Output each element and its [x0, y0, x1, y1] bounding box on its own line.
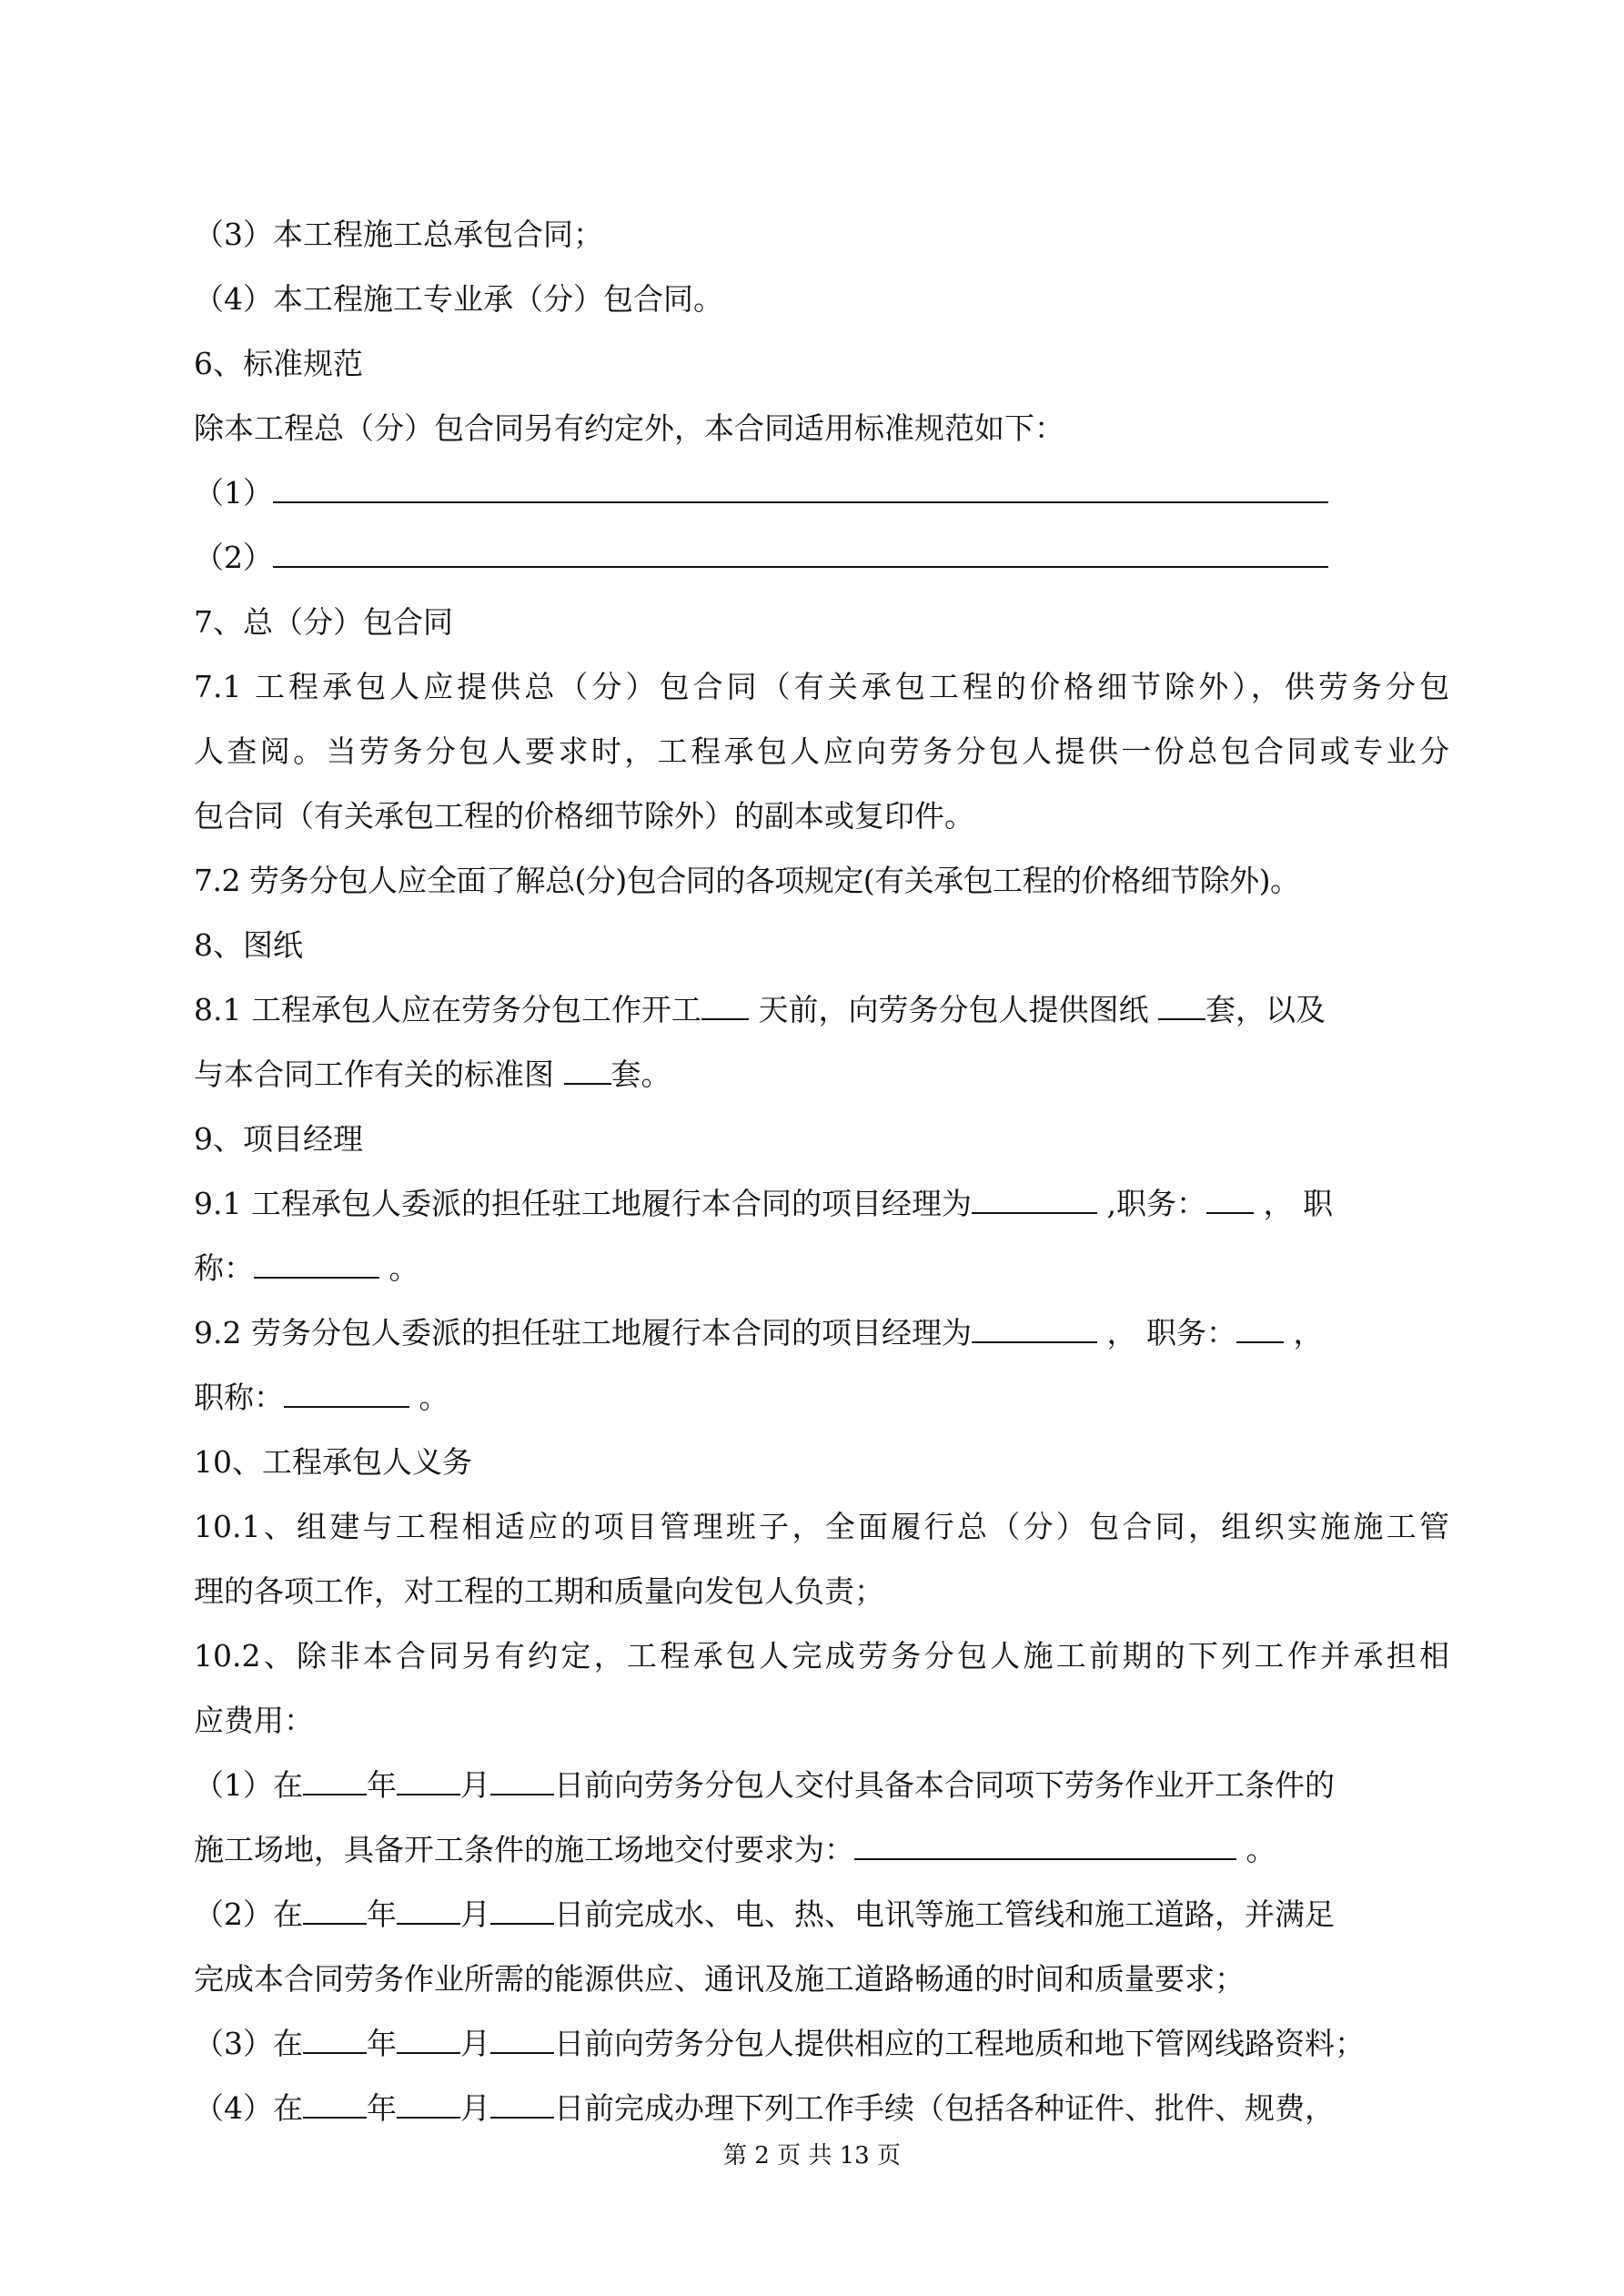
item-prefix: （1）: [194, 475, 273, 511]
text-segment: 。: [379, 1250, 419, 1286]
text-line: 应费用：: [194, 1703, 314, 1738]
text-line: [194, 2076, 1449, 2140]
blank-field[interactable]: [972, 1181, 1097, 1214]
text-segment: 年: [367, 1896, 397, 1932]
text-segment: 月: [460, 2090, 490, 2126]
blank-field[interactable]: [303, 1763, 367, 1795]
text-segment: 9.1 工程承包人委派的担任驻工地履行本合同的项目经理为: [194, 1186, 972, 1221]
blank-field[interactable]: [490, 2086, 554, 2119]
text-segment: （2）在: [194, 1896, 303, 1932]
blank-field[interactable]: [490, 2021, 554, 2054]
standard-item-2: [194, 525, 1449, 590]
text-segment: 职称：: [194, 1380, 284, 1415]
text-line: [194, 1300, 1449, 1365]
text-segment: ,职务：: [1096, 1186, 1206, 1221]
item-prefix: （2）: [194, 540, 273, 575]
blank-field[interactable]: [303, 2021, 367, 2054]
text-segment: 9.2 劳务分包人委派的担任驻工地履行本合同的项目经理为: [194, 1315, 972, 1350]
text-segment: 年: [367, 2026, 397, 2061]
text-line: 10.2、除非本合同另有约定，工程承包人完成劳务分包人施工前期的下列工作并承担相: [194, 1638, 1449, 1674]
text-line: 人查阅。当劳务分包人要求时，工程承包人应向劳务分包人提供一份总包合同或专业分: [194, 733, 1449, 769]
blank-field[interactable]: [303, 2086, 367, 2119]
text-segment: 日前完成办理下列工作手续（包括各种证件、批件、规费，: [554, 2090, 1335, 2126]
blank-field[interactable]: [490, 1892, 554, 1925]
text-segment: 8.1 工程承包人应在劳务分包工作开工: [194, 992, 701, 1027]
text-line: 7.1 工程承包人应提供总（分）包合同（有关承包工程的价格细节除外），供劳务分包: [194, 669, 1449, 704]
text-segment: 。: [1236, 1832, 1276, 1867]
text-segment: ，: [1283, 1315, 1324, 1350]
text-segment: （4）在: [194, 2090, 303, 2126]
blank-field[interactable]: [397, 2086, 460, 2119]
text-line: 包合同（有关承包工程的价格细节除外）的副本或复印件。: [194, 798, 974, 834]
text-segment: 套。: [610, 1057, 671, 1092]
section-heading: 7、总（分）包合同: [194, 604, 453, 640]
blank-field[interactable]: [1206, 1181, 1254, 1214]
text-line: 完成本合同劳务作业所需的能源供应、通讯及施工道路畅通的时间和质量要求；: [194, 1961, 1245, 1997]
text-line: [194, 1171, 1449, 1236]
blank-field[interactable]: [397, 1892, 460, 1925]
text-segment: 。: [409, 1380, 449, 1415]
blank-field[interactable]: [397, 1763, 460, 1795]
blank-field[interactable]: [972, 1310, 1097, 1343]
blank-field[interactable]: [254, 1246, 379, 1279]
section-heading: 8、图纸: [194, 927, 303, 963]
blank-field[interactable]: [284, 1375, 409, 1408]
text-segment: 月: [460, 1896, 490, 1932]
blank-field[interactable]: [1236, 1310, 1284, 1343]
text-line: [194, 977, 1449, 1042]
text-line: 7.2 劳务分包人应全面了解总(分)包合同的各项规定(有关承包工程的价格细节除外)。: [194, 863, 1300, 898]
blank-field[interactable]: [397, 2021, 460, 2054]
blank-field[interactable]: [273, 470, 1328, 503]
text-segment: 天前，向劳务分包人提供图纸: [748, 992, 1158, 1027]
text-segment: 日前向劳务分包人交付具备本合同项下劳务作业开工条件的: [554, 1767, 1335, 1803]
text-segment: 月: [460, 1767, 490, 1803]
text-segment: 年: [367, 1767, 397, 1803]
text-segment: 与本合同工作有关的标准图: [194, 1057, 564, 1092]
text-segment: （1）在: [194, 1767, 303, 1803]
blank-field[interactable]: [1158, 987, 1205, 1020]
text-line: [194, 1882, 1449, 1947]
section-heading: 6、标准规范: [194, 346, 363, 381]
blank-field[interactable]: [854, 1827, 1236, 1860]
standard-item-1: [194, 460, 1449, 525]
text-segment: 施工场地，具备开工条件的施工场地交付要求为：: [194, 1832, 854, 1867]
text-line: [194, 1236, 1449, 1300]
text-segment: 日前向劳务分包人提供相应的工程地质和地下管网线路资料；: [554, 2026, 1365, 2061]
text-segment: ， 职: [1253, 1186, 1333, 1221]
blank-field[interactable]: [303, 1892, 367, 1925]
text-line: [194, 1365, 1449, 1430]
blank-field[interactable]: [564, 1052, 611, 1085]
text-line: [194, 1042, 1449, 1107]
text-segment: 称：: [194, 1250, 254, 1286]
section-heading: 10、工程承包人义务: [194, 1444, 472, 1480]
text-line: （3）本工程施工总承包合同；: [194, 217, 603, 252]
text-segment: ， 职务：: [1096, 1315, 1236, 1350]
blank-field[interactable]: [701, 987, 749, 1020]
blank-field[interactable]: [273, 535, 1328, 568]
document-body: [194, 202, 1449, 2140]
text-line: 除本工程总（分）包合同另有约定外，本合同适用标准规范如下：: [194, 410, 1064, 446]
section-heading: 9、项目经理: [194, 1121, 363, 1157]
text-segment: 年: [367, 2090, 397, 2126]
text-line: （4）本工程施工专业承（分）包合同。: [194, 281, 723, 317]
text-line: [194, 1753, 1449, 1817]
text-line: [194, 1817, 1449, 1882]
text-line: 理的各项工作，对工程的工期和质量向发包人负责；: [194, 1573, 884, 1609]
text-segment: （3）在: [194, 2026, 303, 2061]
text-segment: 月: [460, 2026, 490, 2061]
text-segment: 日前完成水、电、热、电讯等施工管线和施工道路，并满足: [554, 1896, 1335, 1932]
text-line: [194, 2011, 1449, 2076]
text-line: 10.1、组建与工程相适应的项目管理班子，全面履行总（分）包合同，组织实施施工管: [194, 1509, 1449, 1544]
page-number-footer: 第 2 页 共 13 页: [723, 2142, 901, 2170]
text-segment: 套，以及: [1205, 992, 1326, 1027]
blank-field[interactable]: [490, 1763, 554, 1795]
